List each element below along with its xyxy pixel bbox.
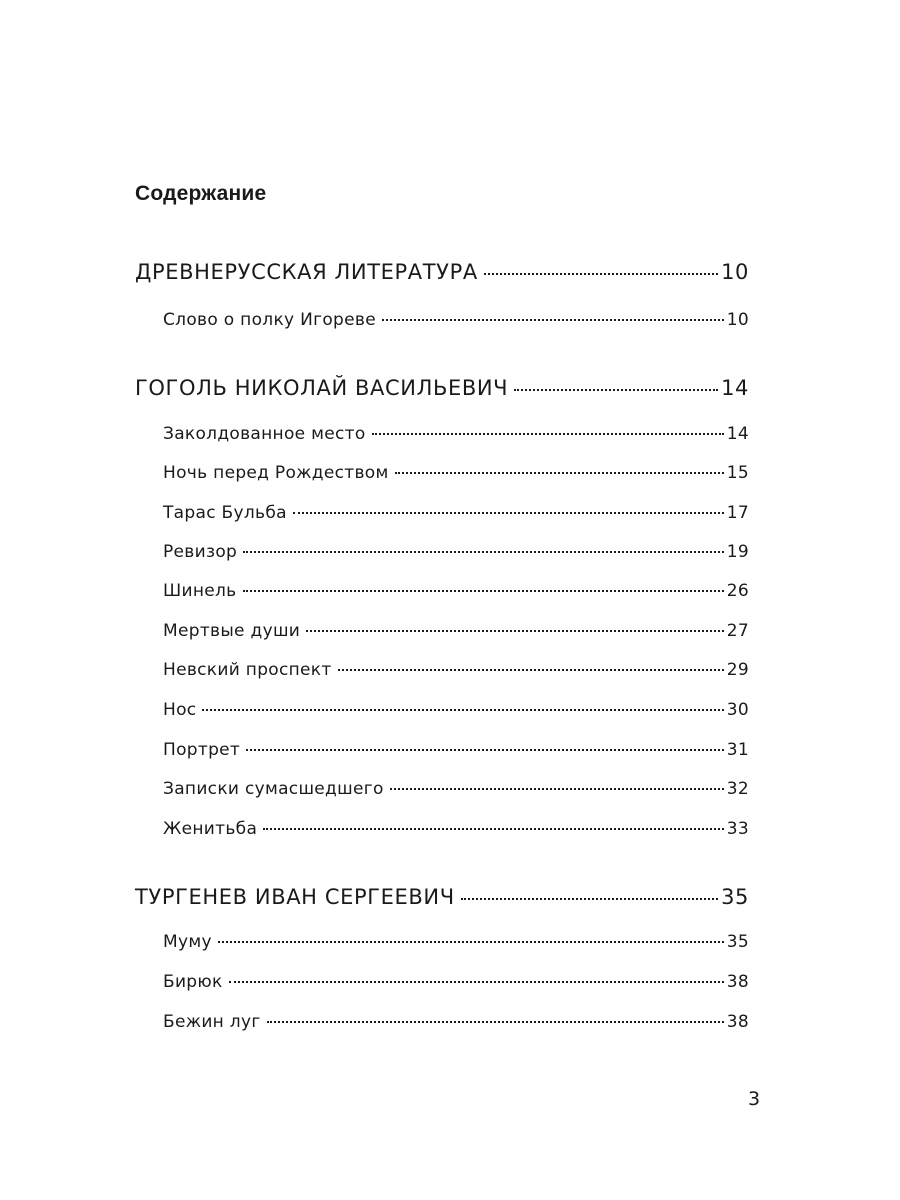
dot-leader	[243, 590, 724, 592]
toc-work[interactable]	[163, 503, 749, 523]
work-page-number: 15	[726, 463, 749, 483]
section-title: ДРЕВНЕРУССКАЯ ЛИТЕРАТУРА	[135, 260, 478, 284]
toc-work[interactable]	[163, 819, 749, 839]
toc-work[interactable]	[163, 542, 749, 562]
dot-leader	[484, 273, 718, 275]
work-page-number: 32	[726, 779, 749, 799]
work-page-number: 30	[726, 700, 749, 720]
toc-work[interactable]	[163, 424, 749, 444]
work-page-number: 14	[726, 424, 749, 444]
toc-work[interactable]	[163, 310, 749, 330]
work-title: Портрет	[163, 740, 241, 760]
toc-work[interactable]	[163, 660, 749, 680]
dot-leader	[243, 551, 724, 553]
work-page-number: 38	[726, 1012, 749, 1032]
work-page-number: 38	[726, 972, 749, 992]
work-title: Слово о полку Игореве	[163, 310, 376, 330]
page-number: 3	[748, 1088, 761, 1110]
toc-work[interactable]	[163, 779, 749, 799]
work-title: Бирюк	[163, 972, 223, 992]
dot-leader	[293, 512, 724, 514]
work-page-number: 27	[726, 621, 749, 641]
toc-work[interactable]	[163, 700, 749, 720]
dot-leader	[306, 630, 724, 632]
work-title: Заколдованное место	[163, 424, 366, 444]
work-title: Бежин луг	[163, 1012, 261, 1032]
section-page-number: 35	[721, 885, 749, 909]
dot-leader	[514, 389, 718, 391]
work-page-number: 29	[726, 660, 749, 680]
toc-work[interactable]	[163, 581, 749, 601]
dot-leader	[267, 1021, 724, 1023]
toc-work[interactable]	[163, 932, 749, 952]
work-title: Мертвые души	[163, 621, 301, 641]
toc-section[interactable]	[135, 376, 749, 400]
dot-leader	[382, 319, 724, 321]
work-title: Тарас Бульба	[163, 503, 287, 523]
dot-leader	[390, 788, 724, 790]
dot-leader	[202, 709, 723, 711]
dot-leader	[338, 669, 724, 671]
toc-section[interactable]	[135, 260, 749, 284]
work-title: Ревизор	[163, 542, 238, 562]
work-page-number: 19	[726, 542, 749, 562]
work-title: Ночь перед Рождеством	[163, 463, 389, 483]
section-page-number: 10	[721, 260, 749, 284]
dot-leader	[218, 941, 724, 943]
toc-work[interactable]	[163, 463, 749, 483]
contents-heading: Содержание	[135, 182, 267, 205]
dot-leader	[263, 828, 724, 830]
work-page-number: 31	[726, 740, 749, 760]
section-title: ТУРГЕНЕВ ИВАН СЕРГЕЕВИЧ	[135, 885, 455, 909]
work-title: Муму	[163, 932, 212, 952]
work-page-number: 17	[726, 503, 749, 523]
dot-leader	[461, 898, 718, 900]
dot-leader	[395, 472, 724, 474]
work-page-number: 33	[726, 819, 749, 839]
dot-leader	[246, 749, 724, 751]
toc-section[interactable]	[135, 885, 749, 909]
dot-leader	[229, 981, 724, 983]
section-title: ГОГОЛЬ НИКОЛАЙ ВАСИЛЬЕВИЧ	[135, 376, 509, 400]
toc-work[interactable]	[163, 1012, 749, 1032]
work-title: Записки сумасшедшего	[163, 779, 384, 799]
work-title: Нос	[163, 700, 197, 720]
work-title: Шинель	[163, 581, 237, 601]
work-page-number: 35	[726, 932, 749, 952]
toc-work[interactable]	[163, 621, 749, 641]
section-page-number: 14	[721, 376, 749, 400]
dot-leader	[372, 433, 724, 435]
work-title: Женитьба	[163, 819, 258, 839]
toc-work[interactable]	[163, 740, 749, 760]
work-title: Невский проспект	[163, 660, 332, 680]
work-page-number: 26	[726, 581, 749, 601]
work-page-number: 10	[726, 310, 749, 330]
toc-work[interactable]	[163, 972, 749, 992]
